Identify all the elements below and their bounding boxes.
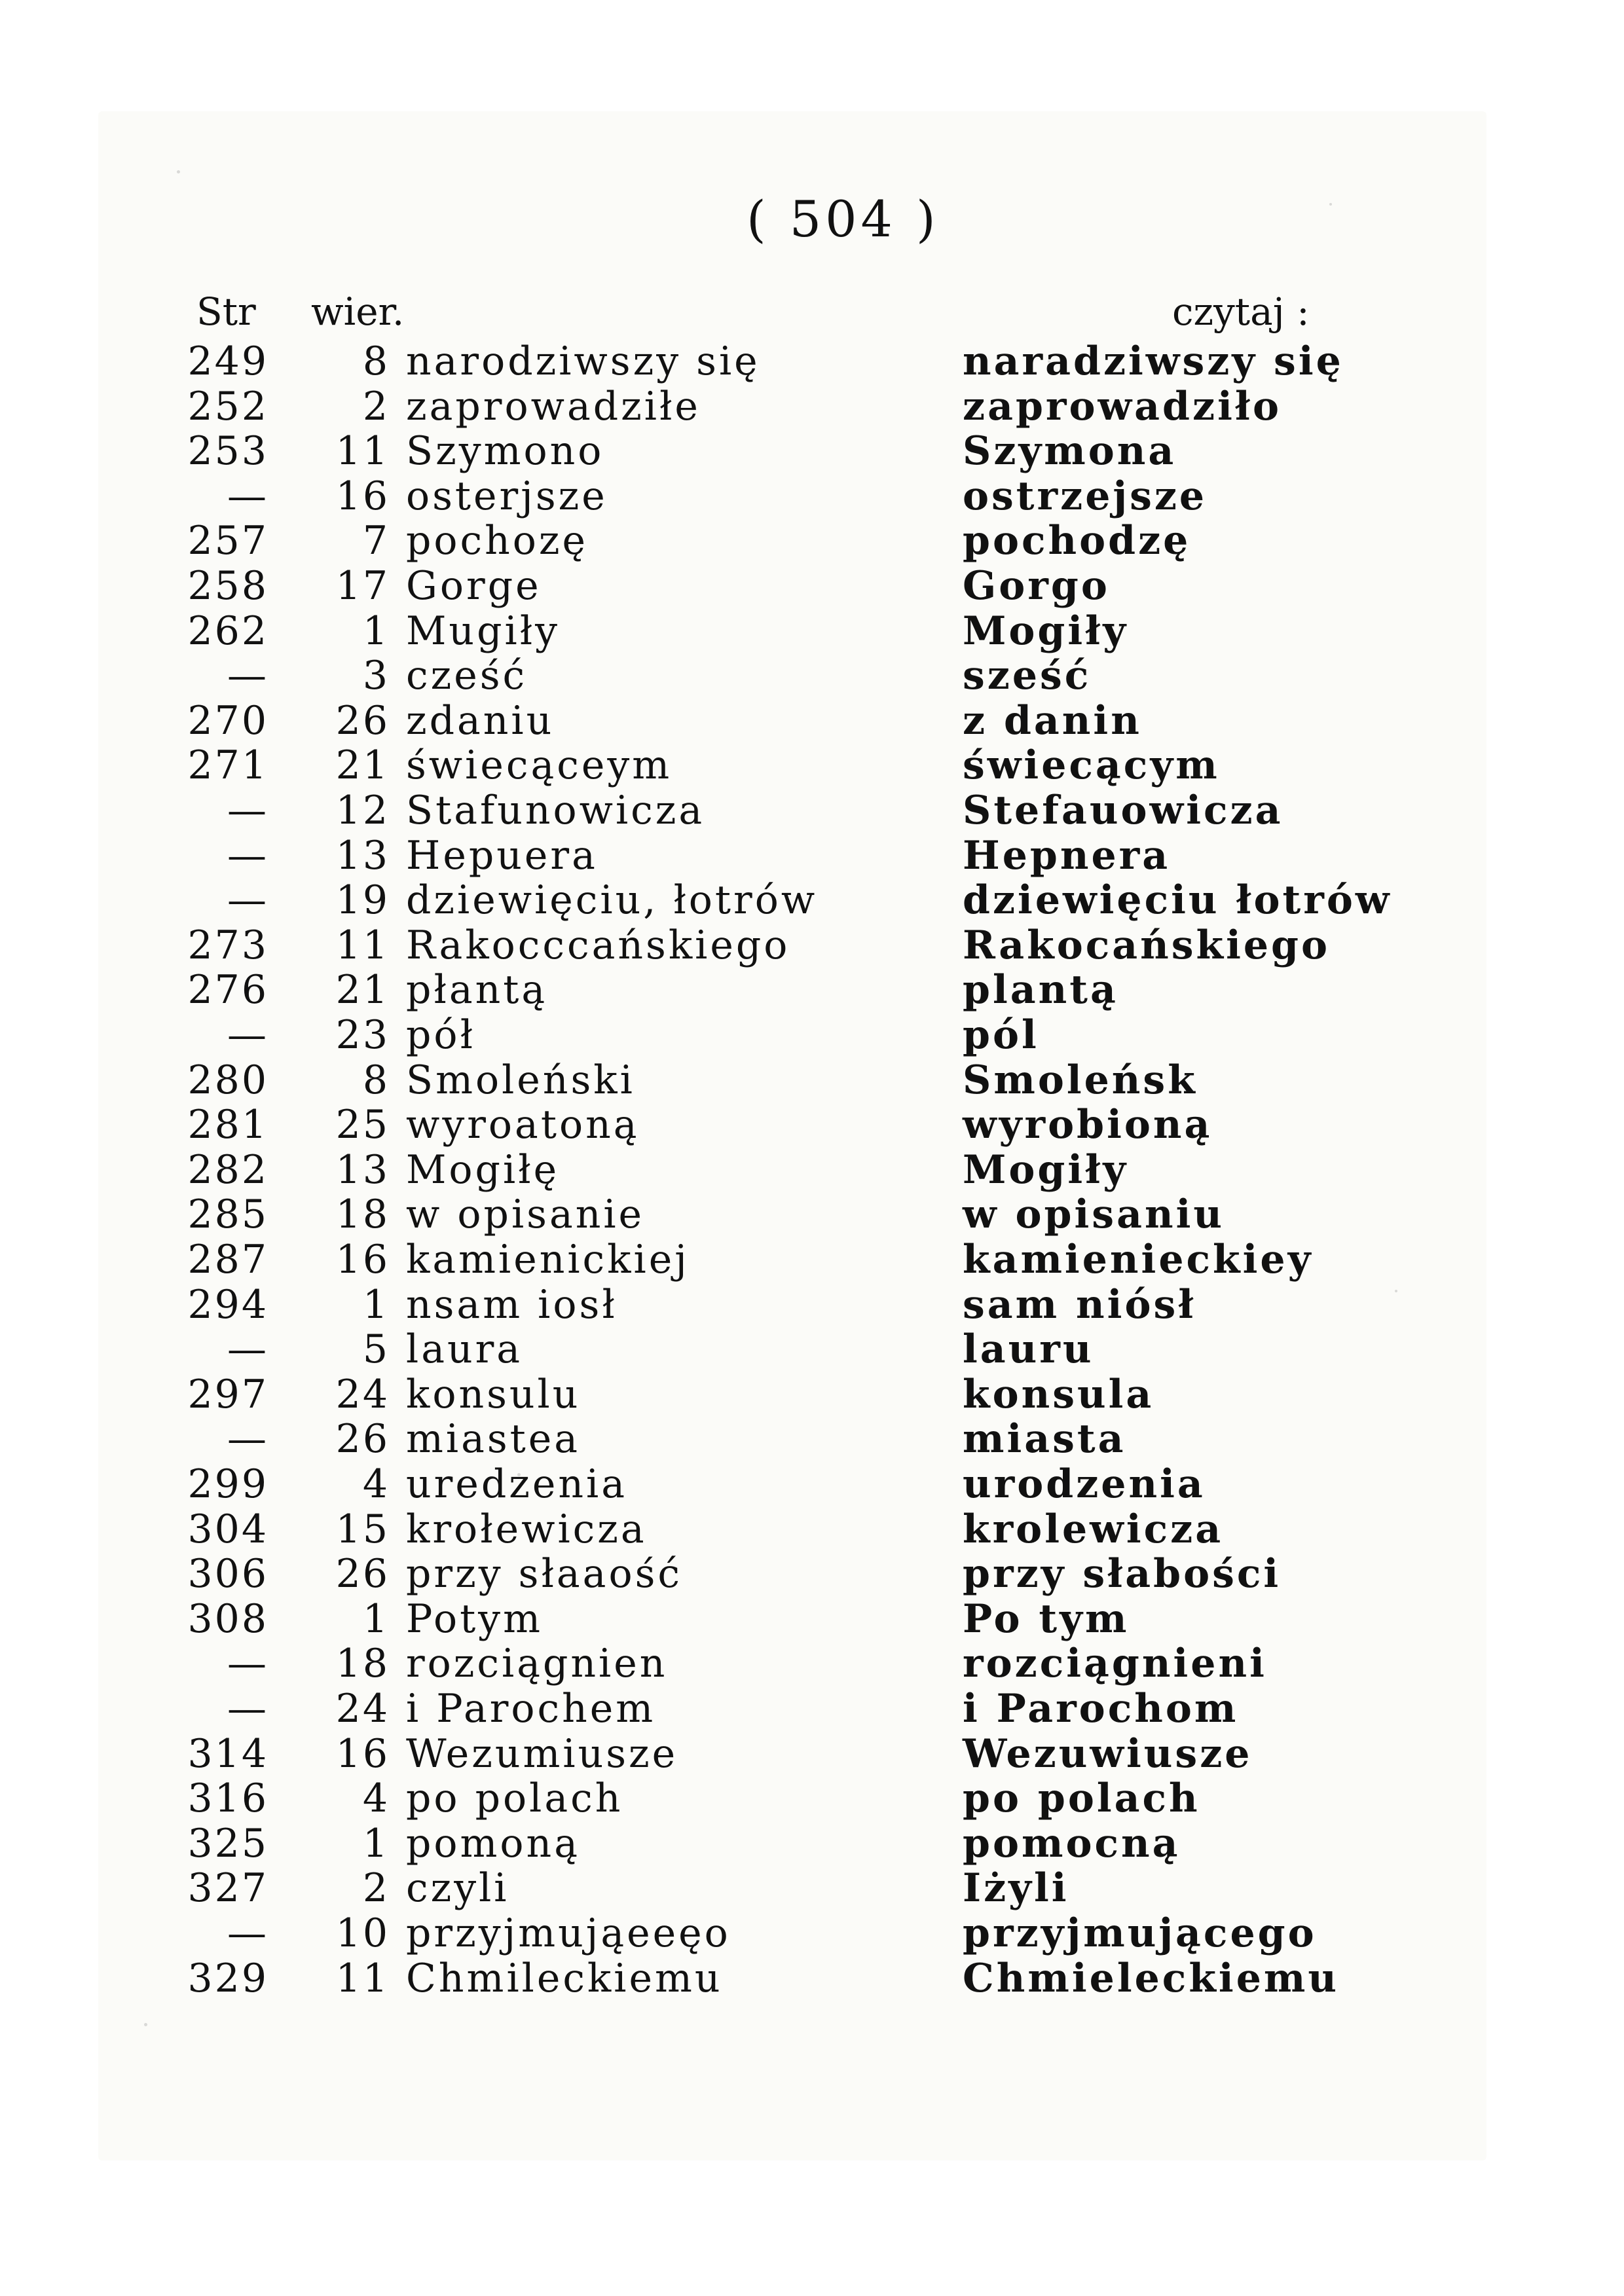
line-number-cell: 24 — [335, 1686, 390, 1732]
corrected-text-cell: pól — [963, 1012, 1039, 1058]
line-number-cell: 1 — [362, 608, 390, 654]
page-number: ( 504 ) — [747, 190, 940, 248]
line-number-cell: 5 — [362, 1326, 390, 1373]
printed-text-cell: Mogiłę — [406, 1146, 560, 1193]
paper-speck — [177, 170, 180, 173]
corrected-text-cell: miasta — [963, 1416, 1126, 1463]
corrected-text-cell: pomocną — [963, 1820, 1181, 1867]
page-number-cell: 258 — [187, 563, 268, 609]
printed-text-cell: osterjsze — [406, 473, 608, 519]
page-number-cell: 271 — [187, 742, 268, 789]
errata-row — [0, 788, 1624, 833]
page-number-cell: 294 — [187, 1281, 268, 1328]
printed-text-cell: zdaniu — [406, 697, 555, 744]
corrected-text-cell: w opisaniu — [963, 1192, 1225, 1238]
page-number-cell: 281 — [187, 1102, 268, 1148]
errata-row — [0, 1821, 1624, 1866]
errata-row — [0, 564, 1624, 608]
errata-row — [0, 1148, 1624, 1192]
printed-text-cell: krołewicza — [406, 1506, 647, 1552]
page-number-cell: — — [227, 1416, 268, 1463]
errata-row — [0, 1911, 1624, 1956]
line-number-cell: 4 — [362, 1776, 390, 1822]
errata-row — [0, 968, 1624, 1012]
errata-row — [0, 1552, 1624, 1596]
page-number-cell: 282 — [187, 1146, 268, 1193]
line-number-cell: 16 — [335, 1730, 390, 1777]
printed-text-cell: Wezumiusze — [406, 1730, 678, 1777]
printed-text-cell: uredzenia — [406, 1461, 627, 1507]
line-number-cell: 8 — [362, 1057, 390, 1103]
printed-text-cell: Stafunowicza — [406, 788, 705, 833]
errata-row — [0, 1372, 1624, 1417]
corrected-text-cell: Mogiły — [963, 1146, 1129, 1193]
errata-row — [0, 1507, 1624, 1552]
printed-text-cell: narodziwszy się — [406, 338, 760, 384]
page-number-cell: 287 — [187, 1237, 268, 1283]
corrected-text-cell: Chmieleckiemu — [963, 1955, 1339, 2001]
line-number-cell: 4 — [362, 1461, 390, 1507]
printed-text-cell: i Parochem — [406, 1686, 656, 1732]
corrected-text-cell: wyrobioną — [963, 1102, 1213, 1148]
corrected-text-cell: Wezuwiusze — [963, 1730, 1253, 1777]
errata-row — [0, 1956, 1624, 2001]
line-number-cell: 11 — [335, 428, 390, 475]
errata-row — [0, 1776, 1624, 1821]
corrected-text-cell: plantą — [963, 967, 1118, 1013]
line-number-cell: 3 — [362, 653, 390, 699]
errata-row — [0, 429, 1624, 473]
printed-text-cell: Szymono — [406, 428, 604, 475]
corrected-text-cell: krolewicza — [963, 1506, 1224, 1552]
corrected-text-cell: Rakocańskiego — [963, 922, 1331, 968]
printed-text-cell: dziewięciu, łotrów — [406, 877, 818, 924]
printed-text-cell: Potym — [406, 1595, 543, 1642]
line-number-cell: 8 — [362, 338, 390, 384]
errata-row — [0, 1462, 1624, 1506]
page-number-cell: — — [227, 1326, 268, 1373]
printed-text-cell: świecąceym — [406, 742, 673, 789]
line-number-cell: 18 — [335, 1641, 390, 1687]
page-number-cell: — — [227, 832, 268, 879]
line-number-cell: 1 — [362, 1820, 390, 1867]
page-number-cell: 306 — [187, 1551, 268, 1597]
errata-row — [0, 1641, 1624, 1686]
errata-row — [0, 339, 1624, 384]
errata-row — [0, 519, 1624, 563]
errata-row — [0, 609, 1624, 653]
page-number-cell: — — [227, 1686, 268, 1732]
page-number-cell: 299 — [187, 1461, 268, 1507]
page-number-cell: 280 — [187, 1057, 268, 1103]
paper-speck — [1329, 203, 1332, 206]
page-number-cell: 249 — [187, 338, 268, 384]
line-number-cell: 1 — [362, 1281, 390, 1328]
corrected-text-cell: Po tym — [963, 1595, 1130, 1642]
corrected-text-cell: Iżyli — [963, 1865, 1069, 1912]
errata-row — [0, 1102, 1624, 1147]
printed-text-cell: pochozę — [406, 518, 589, 564]
line-number-cell: 11 — [335, 922, 390, 968]
line-number-cell: 19 — [335, 877, 390, 924]
line-number-cell: 11 — [335, 1955, 390, 2001]
line-number-cell: 26 — [335, 1416, 390, 1463]
corrected-text-cell: kamienieckiey — [963, 1237, 1314, 1283]
errata-row — [0, 1866, 1624, 1910]
line-number-cell: 26 — [335, 697, 390, 744]
page-number-cell: — — [227, 788, 268, 833]
corrected-text-cell: Gorgo — [963, 563, 1110, 609]
printed-text-cell: Chmileckiemu — [406, 1955, 723, 2001]
corrected-text-cell: sam niósł — [963, 1281, 1196, 1328]
errata-row — [0, 1058, 1624, 1102]
corrected-text-cell: ostrzejsze — [963, 473, 1208, 519]
corrected-text-cell: Stefauowicza — [963, 788, 1283, 833]
header-str: Str — [196, 289, 256, 334]
header-czytaj: czytaj : — [1172, 289, 1310, 334]
line-number-cell: 16 — [335, 473, 390, 519]
page-number-cell: 316 — [187, 1776, 268, 1822]
page-number-cell: — — [227, 473, 268, 519]
line-number-cell: 15 — [335, 1506, 390, 1552]
printed-text-cell: konsulu — [406, 1371, 581, 1417]
line-number-cell: 2 — [362, 1865, 390, 1912]
printed-text-cell: Hepuera — [406, 832, 598, 879]
corrected-text-cell: Hepnera — [963, 832, 1171, 879]
page-number-cell: 327 — [187, 1865, 268, 1912]
printed-text-cell: Gorge — [406, 563, 542, 609]
corrected-text-cell: naradziwszy się — [963, 338, 1344, 384]
corrected-text-cell: zaprowadziło — [963, 383, 1282, 429]
errata-row — [0, 1417, 1624, 1461]
line-number-cell: 18 — [335, 1192, 390, 1238]
corrected-text-cell: świecącym — [963, 742, 1220, 789]
page-number-cell: — — [227, 877, 268, 924]
printed-text-cell: rozciągnien — [406, 1641, 668, 1687]
corrected-text-cell: i Parochom — [963, 1686, 1239, 1732]
page-number-cell: 285 — [187, 1192, 268, 1238]
printed-text-cell: cześć — [406, 653, 528, 699]
errata-row — [0, 743, 1624, 788]
printed-text-cell: przyjmująeeęo — [406, 1910, 731, 1956]
errata-row — [0, 384, 1624, 429]
page-number-cell: — — [227, 1641, 268, 1687]
page-number-cell: 253 — [187, 428, 268, 475]
printed-text-cell: płantą — [406, 967, 548, 1013]
corrected-text-cell: konsula — [963, 1371, 1154, 1417]
page-number-cell: 329 — [187, 1955, 268, 2001]
corrected-text-cell: dziewięciu łotrów — [963, 877, 1392, 924]
line-number-cell: 10 — [335, 1910, 390, 1956]
errata-row — [0, 1732, 1624, 1776]
corrected-text-cell: sześć — [963, 653, 1092, 699]
errata-row — [0, 878, 1624, 922]
page-number-cell: — — [227, 1910, 268, 1956]
printed-text-cell: przy słaaość — [406, 1551, 682, 1597]
line-number-cell: 16 — [335, 1237, 390, 1283]
page-number-cell: 257 — [187, 518, 268, 564]
printed-text-cell: pomoną — [406, 1820, 580, 1867]
errata-row — [0, 1013, 1624, 1057]
corrected-text-cell: po polach — [963, 1776, 1200, 1822]
page-number-cell: — — [227, 653, 268, 699]
errata-row — [0, 653, 1624, 698]
line-number-cell: 2 — [362, 383, 390, 429]
errata-row — [0, 474, 1624, 519]
corrected-text-cell: przyjmującego — [963, 1910, 1317, 1956]
errata-row — [0, 1327, 1624, 1372]
line-number-cell: 13 — [335, 1146, 390, 1193]
corrected-text-cell: urodzenia — [963, 1461, 1206, 1507]
printed-text-cell: Mugiły — [406, 608, 561, 654]
page-number-cell: 304 — [187, 1506, 268, 1552]
page-number-cell: 276 — [187, 967, 268, 1013]
page-number-cell: 262 — [187, 608, 268, 654]
line-number-cell: 12 — [335, 788, 390, 833]
page-number-cell: 297 — [187, 1371, 268, 1417]
errata-row — [0, 1283, 1624, 1327]
errata-row — [0, 1686, 1624, 1731]
page-number-cell: 273 — [187, 922, 268, 968]
corrected-text-cell: Smoleńsk — [963, 1057, 1198, 1103]
printed-text-cell: w opisanie — [406, 1192, 645, 1238]
corrected-text-cell: lauru — [963, 1326, 1094, 1373]
page-number-cell: 252 — [187, 383, 268, 429]
printed-text-cell: nsam iosł — [406, 1281, 618, 1328]
page-number-cell: — — [227, 1012, 268, 1058]
header-wier: wier. — [311, 289, 405, 334]
printed-text-cell: pół — [406, 1012, 475, 1058]
printed-text-cell: kamienickiej — [406, 1237, 690, 1283]
line-number-cell: 13 — [335, 832, 390, 879]
corrected-text-cell: z danin — [963, 697, 1142, 744]
page-number-cell: 270 — [187, 697, 268, 744]
line-number-cell: 23 — [335, 1012, 390, 1058]
printed-text-cell: wyroatoną — [406, 1102, 640, 1148]
corrected-text-cell: Mogiły — [963, 608, 1129, 654]
errata-row — [0, 833, 1624, 878]
line-number-cell: 7 — [362, 518, 390, 564]
printed-text-cell: czyli — [406, 1865, 509, 1912]
line-number-cell: 26 — [335, 1551, 390, 1597]
page-number-cell: 308 — [187, 1595, 268, 1642]
printed-text-cell: laura — [406, 1326, 523, 1373]
line-number-cell: 21 — [335, 742, 390, 789]
errata-row — [0, 699, 1624, 743]
errata-row — [0, 1192, 1624, 1237]
errata-row — [0, 1237, 1624, 1282]
line-number-cell: 1 — [362, 1595, 390, 1642]
errata-row — [0, 1597, 1624, 1641]
paper-speck — [144, 2023, 147, 2026]
line-number-cell: 25 — [335, 1102, 390, 1148]
errata-row — [0, 923, 1624, 968]
printed-text-cell: Smoleński — [406, 1057, 635, 1103]
corrected-text-cell: przy słabości — [963, 1551, 1282, 1597]
line-number-cell: 24 — [335, 1371, 390, 1417]
page-number-cell: 325 — [187, 1820, 268, 1867]
corrected-text-cell: rozciągnieni — [963, 1641, 1267, 1687]
corrected-text-cell: Szymona — [963, 428, 1177, 475]
printed-text-cell: miastea — [406, 1416, 581, 1463]
line-number-cell: 21 — [335, 967, 390, 1013]
page-number-cell: 314 — [187, 1730, 268, 1777]
printed-text-cell: po polach — [406, 1776, 623, 1822]
corrected-text-cell: pochodzę — [963, 518, 1191, 564]
printed-text-cell: Rakocccańskiego — [406, 922, 790, 968]
printed-text-cell: zaprowadziłe — [406, 383, 701, 429]
line-number-cell: 17 — [335, 563, 390, 609]
